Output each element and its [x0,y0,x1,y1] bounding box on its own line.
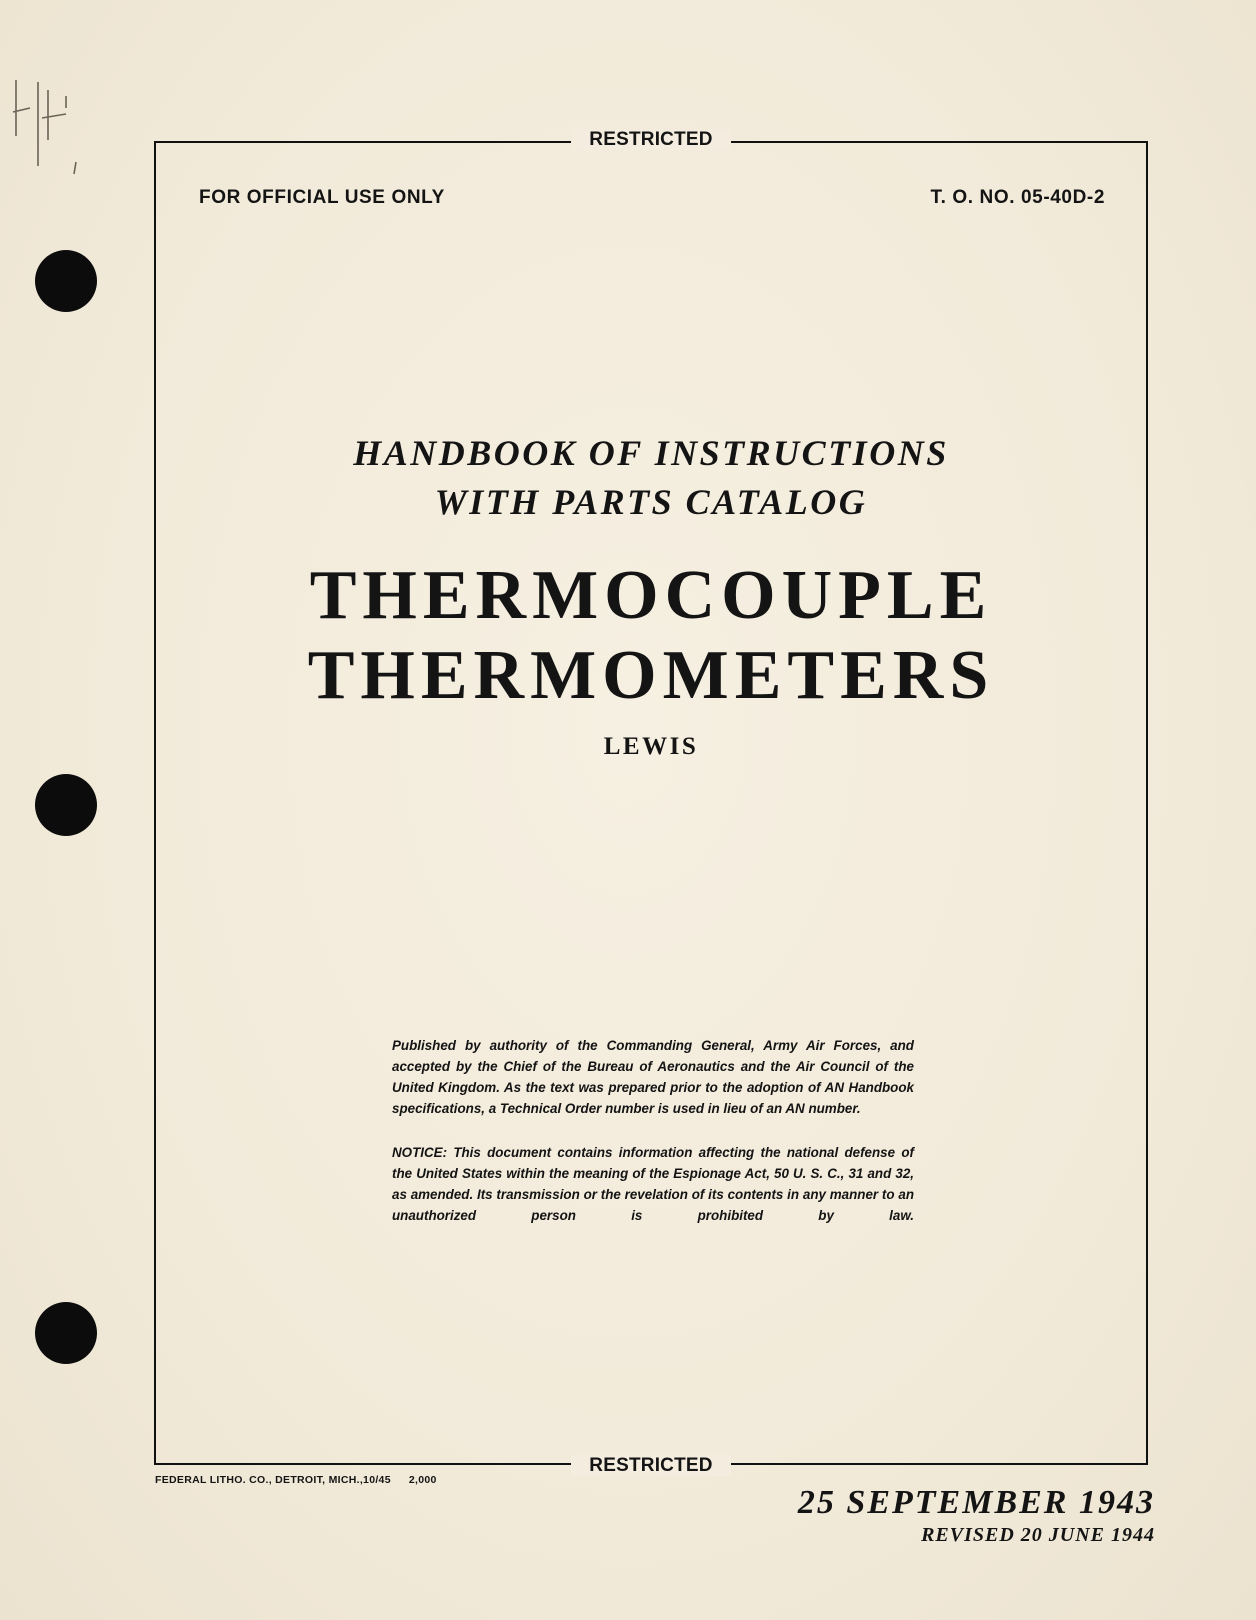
restricted-bottom: RESTRICTED [156,1455,1146,1477]
printer-name: FEDERAL LITHO. CO., DETROIT, MICH.,10/45 [155,1474,391,1486]
punch-hole-bottom [35,1302,97,1364]
handbook-line-2: WITH PARTS CATALOG [434,482,868,522]
punch-hole-middle [35,774,97,836]
title-line-2: THERMOMETERS [307,637,995,714]
restricted-top: RESTRICTED [156,129,1146,151]
title-line-1: THERMOCOUPLE [309,557,993,634]
order-number: T. O. NO. 05-40D-2 [930,187,1105,208]
document-title [156,556,1146,716]
authority-paragraph: Published by authority of the Commanding General, Army Air Forces, and accepted by the Chief of the Bureau of Aeronautics and the Air Council of the United Kingdom. As the text was prepared prior to the adoption of AN Handbook specifications, a Technical Order number is used in lieu of an AN number. [392,1038,914,1116]
revision-date: REVISED 20 JUNE 1944 [921,1524,1155,1546]
notice-paragraph: NOTICE: This document contains information affecting the national defense of the United States within the meaning of the Espionage Act, 50 U. S. C., 31 and 32, as amended. Its transmission or the revelation of its contents in any manner to an unauthorized person is prohibited by law. [392,1145,914,1223]
print-quantity: 2,000 [408,1474,437,1486]
pencil-marks [8,78,88,178]
punch-hole-top [35,250,97,312]
handbook-heading [156,429,1146,527]
official-use-label: FOR OFFICIAL USE ONLY [199,187,445,208]
printer-imprint [155,1474,437,1486]
handbook-line-1: HANDBOOK OF INSTRUCTIONS [353,433,949,473]
publication-date: 25 SEPTEMBER 1943 [797,1484,1155,1521]
page-border [154,129,1148,1476]
manufacturer-name: LEWIS [603,733,699,760]
